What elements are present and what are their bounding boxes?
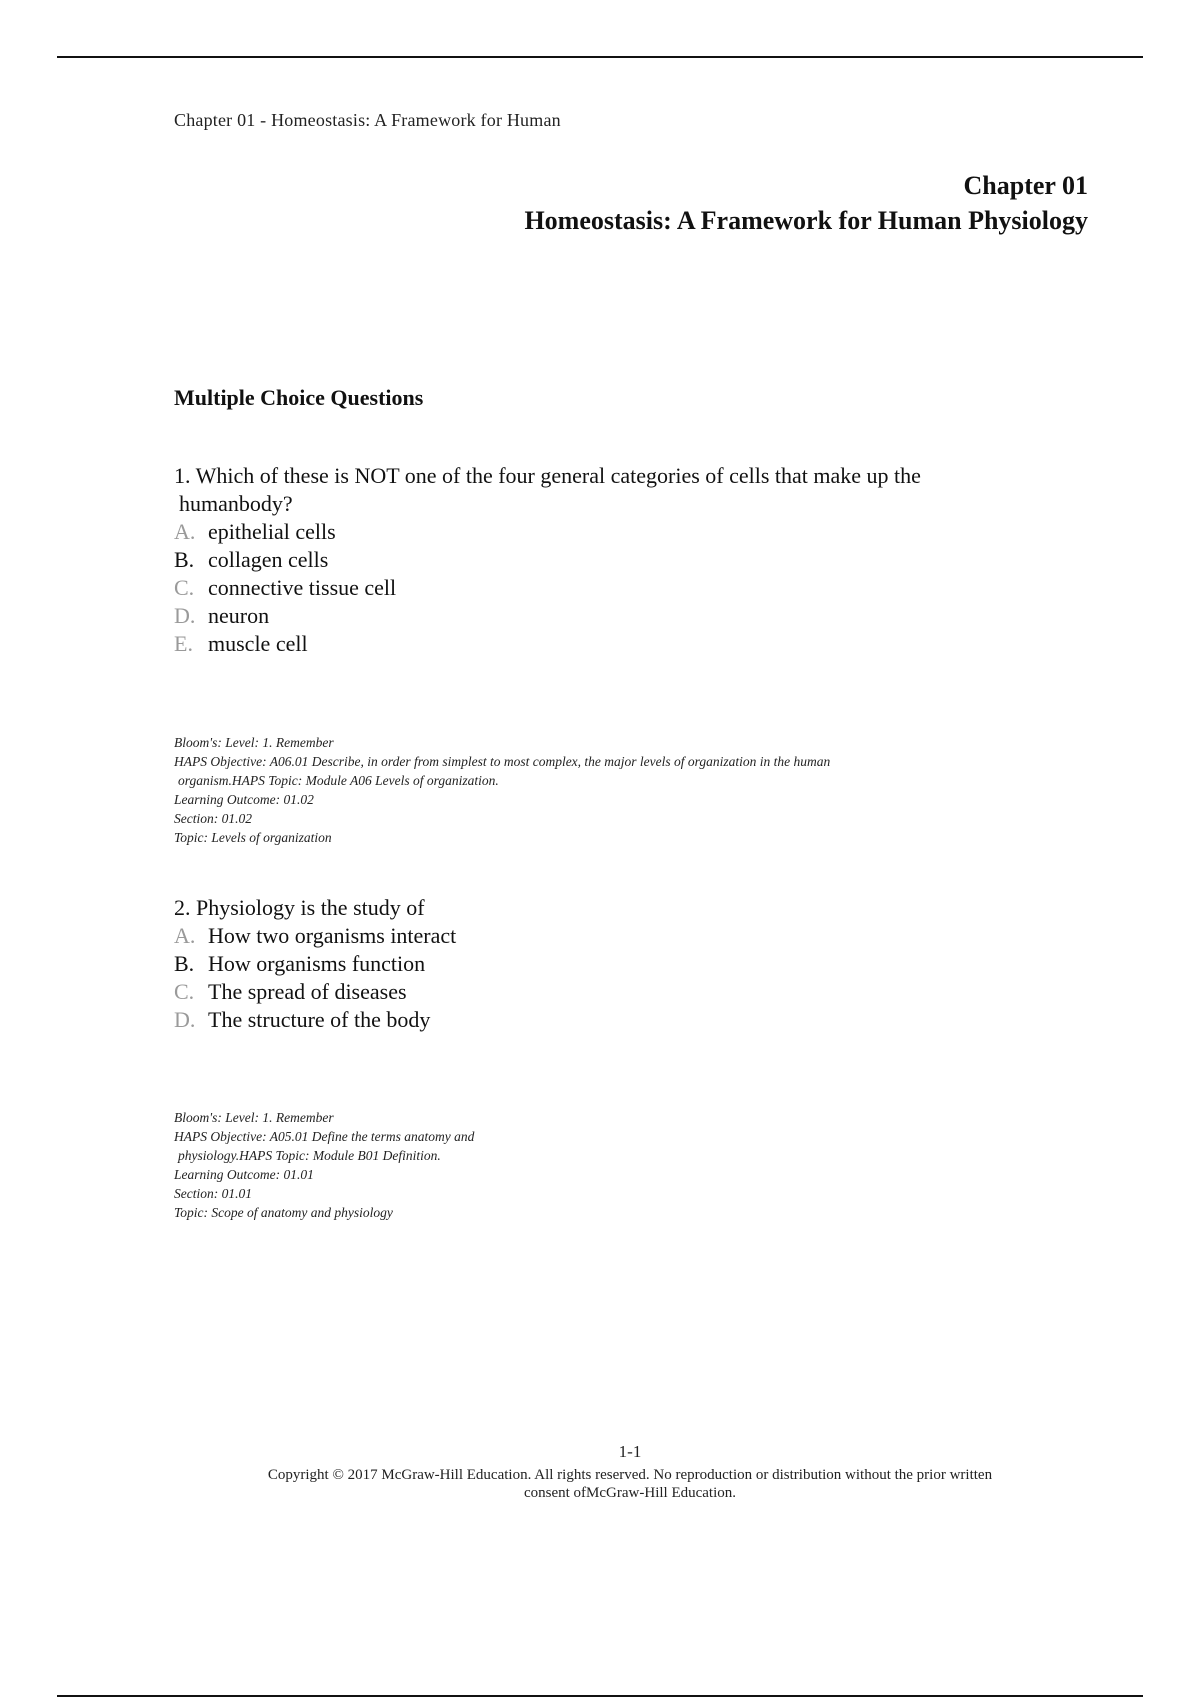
bottom-rule	[57, 1695, 1143, 1697]
question-stem-line: humanbody?	[179, 491, 293, 516]
answer-option	[174, 1006, 1054, 1034]
page-footer	[200, 1443, 1060, 1502]
option-letter: B.	[174, 547, 195, 572]
question-1	[174, 462, 1054, 658]
option-text: How two organisms interact	[208, 923, 457, 948]
option-letter: A.	[174, 923, 196, 948]
section-ref: Section: 01.01	[174, 1186, 252, 1201]
answer-option	[174, 602, 1054, 630]
haps-objective: HAPS Objective: A05.01 Define the terms anatomy and	[174, 1129, 475, 1144]
learning-outcome: Learning Outcome: 01.02	[174, 792, 314, 807]
answer-option	[174, 518, 1054, 546]
haps-objective: HAPS Objective: A06.01 Describe, in order from simplest to most complex, the major levels of organization in the human	[174, 754, 831, 769]
option-text: The structure of the body	[208, 1007, 431, 1032]
answer-option	[174, 574, 1054, 602]
answer-option-correct	[174, 950, 1054, 978]
option-letter: E.	[174, 631, 193, 656]
option-text: neuron	[208, 603, 270, 628]
question-1-metadata	[174, 733, 1034, 847]
blooms-level: Bloom's: Level: 1. Remember	[174, 1110, 334, 1125]
copyright-line: consent ofMcGraw-Hill Education.	[523, 1485, 737, 1501]
option-text: muscle cell	[208, 631, 308, 656]
option-letter: C.	[174, 575, 195, 600]
copyright-line: Copyright © 2017 McGraw-Hill Education. All rights reserved. No reproduction or distribution without the prior written	[267, 1467, 993, 1483]
topic-ref: Topic: Scope of anatomy and physiology	[174, 1205, 393, 1220]
question-2-metadata	[174, 1108, 574, 1222]
option-text: collagen cells	[208, 547, 329, 572]
option-letter: A.	[174, 519, 196, 544]
page-number: 1-1	[618, 1442, 642, 1461]
answer-option-correct	[174, 546, 1054, 574]
question-stem	[174, 462, 1054, 518]
topic-ref: Topic: Levels of organization	[174, 830, 332, 845]
option-text: How organisms function	[208, 951, 426, 976]
running-head: Chapter 01 - Homeostasis: A Framework for Human	[174, 110, 561, 130]
option-text: connective tissue cell	[208, 575, 397, 600]
haps-topic: physiology.HAPS Topic: Module B01 Definition.	[178, 1148, 441, 1163]
section-ref: Section: 01.02	[174, 811, 252, 826]
chapter-subtitle: Homeostasis: A Framework for Human Physiology	[524, 206, 1088, 235]
learning-outcome: Learning Outcome: 01.01	[174, 1167, 314, 1182]
answer-option	[174, 978, 1054, 1006]
answer-option	[174, 922, 1054, 950]
option-letter: D.	[174, 603, 196, 628]
answer-options	[174, 518, 1054, 658]
haps-topic: organism.HAPS Topic: Module A06 Levels of organization.	[178, 773, 499, 788]
top-rule	[57, 56, 1143, 58]
section-heading: Multiple Choice Questions	[174, 385, 424, 410]
question-stem-line: 1. Which of these is NOT one of the four general categories of cells that make up the	[174, 463, 921, 488]
option-text: epithelial cells	[208, 519, 336, 544]
option-text: The spread of diseases	[208, 979, 407, 1004]
answer-option	[174, 630, 1054, 658]
chapter-title-block	[524, 168, 1088, 238]
option-letter: D.	[174, 1007, 196, 1032]
answer-options	[174, 922, 1054, 1034]
option-letter: B.	[174, 951, 195, 976]
question-stem-line: 2. Physiology is the study of	[174, 895, 425, 920]
question-2	[174, 894, 1054, 1034]
blooms-level: Bloom's: Level: 1. Remember	[174, 735, 334, 750]
chapter-number: Chapter 01	[963, 171, 1088, 200]
question-stem	[174, 894, 1054, 922]
option-letter: C.	[174, 979, 195, 1004]
